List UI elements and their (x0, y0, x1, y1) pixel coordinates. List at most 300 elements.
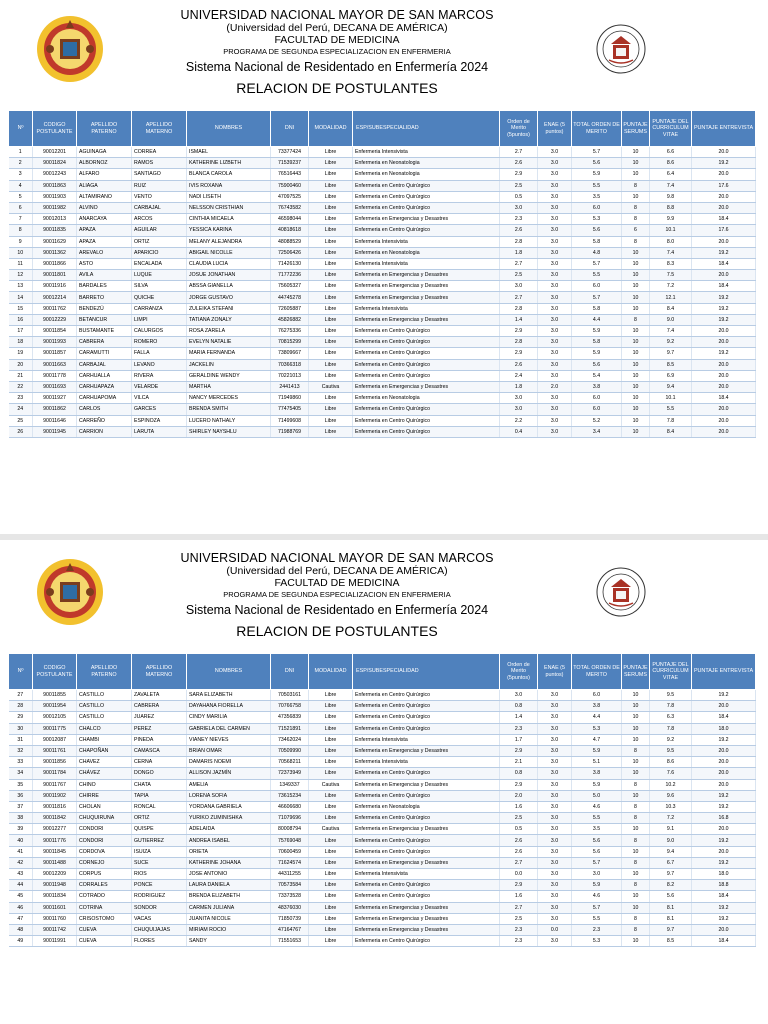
merit-score-cell: 2.5 (500, 913, 538, 924)
applicants-table-2 (8, 653, 756, 947)
merit-score-cell: 2.7 (500, 857, 538, 868)
serums-score-cell: 10 (622, 404, 650, 415)
row-number-cell: 47 (9, 913, 33, 924)
modality-cell: Libre (309, 337, 353, 348)
table-row (9, 314, 756, 325)
specialty-cell: Enfermeria en Centro Quirúrgico (353, 348, 500, 359)
cv-score-cell: 7.5 (650, 270, 692, 281)
dni-cell: 70366318 (271, 359, 309, 370)
merit-score-cell: 3.0 (500, 393, 538, 404)
applicant-code-cell: 90011948 (33, 880, 77, 891)
cv-score-cell: 8.1 (650, 913, 692, 924)
modality-cell: Libre (309, 801, 353, 812)
column-header: PUNTAJE ENTREVISTA (692, 111, 756, 147)
enae-score-cell: 3.0 (538, 270, 572, 281)
university-name: UNIVERSIDAD NACIONAL MAYOR DE SAN MARCOS (180, 551, 494, 565)
enae-score-cell: 3.0 (538, 734, 572, 745)
cv-score-cell: 6.3 (650, 712, 692, 723)
dni-cell: 71988769 (271, 426, 309, 437)
applicants-table-1 (8, 110, 756, 438)
merit-score-cell: 2.6 (500, 225, 538, 236)
row-number-cell: 18 (9, 337, 33, 348)
enae-score-cell: 3.0 (538, 723, 572, 734)
maternal-surname-cell: APARICIO (132, 247, 187, 258)
interview-score-cell: 18.8 (692, 880, 756, 891)
table-row (9, 247, 756, 258)
table-row (9, 258, 756, 269)
specialty-cell: Enfermeria en Emergencias y Desastres (353, 857, 500, 868)
total-merit-cell: 5.9 (572, 880, 622, 891)
paternal-surname-cell: COTRINA (77, 902, 132, 913)
column-header: CODIGO POSTULANTE (33, 654, 77, 690)
table-row (9, 913, 756, 924)
paternal-surname-cell: CHÁVEZ (77, 768, 132, 779)
serums-score-cell: 10 (622, 723, 650, 734)
interview-score-cell: 18.4 (692, 258, 756, 269)
total-merit-cell: 5.7 (572, 292, 622, 303)
paternal-surname-cell: ALFARO (77, 169, 132, 180)
column-header: APELLIDO MATERNO (132, 111, 187, 147)
modality-cell: Libre (309, 857, 353, 868)
row-number-cell: 31 (9, 734, 33, 745)
paternal-surname-cell: CARLOS (77, 404, 132, 415)
modality-cell: Libre (309, 869, 353, 880)
paternal-surname-cell: CHUQUIRUNA (77, 813, 132, 824)
total-merit-cell: 3.4 (572, 426, 622, 437)
merit-score-cell: 1.6 (500, 801, 538, 812)
modality-cell: Libre (309, 880, 353, 891)
applicant-code-cell: 90011824 (33, 158, 77, 169)
enae-score-cell: 3.0 (538, 690, 572, 701)
dni-cell: 72506426 (271, 247, 309, 258)
applicant-code-cell: 90011816 (33, 801, 77, 812)
merit-score-cell: 2.3 (500, 936, 538, 947)
given-names-cell: CARMEN JULIANA (187, 902, 271, 913)
page-divider (0, 534, 768, 540)
applicant-code-cell: 90011646 (33, 415, 77, 426)
modality-cell: Libre (309, 147, 353, 158)
cv-score-cell: 9.9 (650, 214, 692, 225)
total-merit-cell: 5.7 (572, 902, 622, 913)
dni-cell: 70815299 (271, 337, 309, 348)
applicant-code-cell: 90011856 (33, 757, 77, 768)
paternal-surname-cell: CHAVEZ (77, 757, 132, 768)
column-header: APELLIDO MATERNO (132, 654, 187, 690)
paternal-surname-cell: ALTAMIRANO (77, 191, 132, 202)
specialty-cell: Enfermeria en Emergencias y Desastres (353, 902, 500, 913)
row-number-cell: 38 (9, 813, 33, 824)
total-merit-cell: 5.7 (572, 147, 622, 158)
merit-score-cell: 0.5 (500, 824, 538, 835)
merit-score-cell: 2.9 (500, 880, 538, 891)
serums-score-cell: 10 (622, 902, 650, 913)
total-merit-cell: 5.5 (572, 180, 622, 191)
applicant-code-cell: 90011945 (33, 426, 77, 437)
given-names-cell: VIANEY NIEVES (187, 734, 271, 745)
enae-score-cell: 3.0 (538, 158, 572, 169)
row-number-cell: 39 (9, 824, 33, 835)
merit-score-cell: 2.5 (500, 270, 538, 281)
total-merit-cell: 5.6 (572, 158, 622, 169)
applicant-code-cell: 90012105 (33, 712, 77, 723)
interview-score-cell: 20.0 (692, 202, 756, 213)
maternal-surname-cell: ESPINOZA (132, 415, 187, 426)
document-sheet-2 (0, 543, 768, 1024)
total-merit-cell: 5.7 (572, 857, 622, 868)
specialty-cell: Enfermeria en Centro Quirúrgico (353, 835, 500, 846)
specialty-cell: Enfermeria en Centro Quirúrgico (353, 225, 500, 236)
row-number-cell: 15 (9, 303, 33, 314)
given-names-cell: JOSE ANTONIO (187, 869, 271, 880)
merit-score-cell: 2.9 (500, 169, 538, 180)
dni-cell: 71850739 (271, 913, 309, 924)
serums-score-cell: 10 (622, 891, 650, 902)
interview-score-cell: 20.0 (692, 745, 756, 756)
column-header: Orden de Merito (5puntos) (500, 654, 538, 690)
given-names-cell: AMELIA (187, 779, 271, 790)
serums-score-cell: 8 (622, 202, 650, 213)
specialty-cell: Enfermeria en Centro Quirúrgico (353, 337, 500, 348)
cv-score-cell: 8.4 (650, 426, 692, 437)
specialty-cell: Enfermeria en Centro Quirúrgico (353, 415, 500, 426)
specialty-cell: Enfermeria en Emergencias y Desastres (353, 824, 500, 835)
total-merit-cell: 3.8 (572, 701, 622, 712)
modality-cell: Libre (309, 835, 353, 846)
row-number-cell: 41 (9, 846, 33, 857)
applicant-code-cell: 90011982 (33, 202, 77, 213)
serums-score-cell: 10 (622, 768, 650, 779)
applicant-code-cell: 90011993 (33, 337, 77, 348)
given-names-cell: ORIETA (187, 846, 271, 857)
total-merit-cell: 5.9 (572, 745, 622, 756)
maternal-surname-cell: VACAS (132, 913, 187, 924)
serums-score-cell: 10 (622, 270, 650, 281)
sheet-header (0, 543, 768, 653)
paternal-surname-cell: CHAMBI (77, 734, 132, 745)
maternal-surname-cell: SILVA (132, 281, 187, 292)
maternal-surname-cell: LEVANO (132, 359, 187, 370)
university-name: UNIVERSIDAD NACIONAL MAYOR DE SAN MARCOS (180, 8, 494, 22)
enae-score-cell: 3.0 (538, 202, 572, 213)
enae-score-cell: 3.0 (538, 393, 572, 404)
table-row (9, 936, 756, 947)
serums-score-cell: 6 (622, 225, 650, 236)
row-number-cell: 2 (9, 158, 33, 169)
dni-cell: 2441413 (271, 381, 309, 392)
table-row (9, 180, 756, 191)
merit-score-cell: 2.9 (500, 745, 538, 756)
maternal-surname-cell: CHATA (132, 779, 187, 790)
paternal-surname-cell: CARHUAPAZA (77, 381, 132, 392)
given-names-cell: LORENA SOFIA (187, 790, 271, 801)
dni-cell: 46606680 (271, 801, 309, 812)
table-row (9, 393, 756, 404)
table-row (9, 824, 756, 835)
applicant-code-cell: 90011862 (33, 404, 77, 415)
applicant-code-cell: 90011629 (33, 236, 77, 247)
interview-score-cell: 19.2 (692, 247, 756, 258)
interview-score-cell: 18.4 (692, 936, 756, 947)
merit-score-cell: 2.6 (500, 846, 538, 857)
merit-score-cell: 2.6 (500, 835, 538, 846)
specialty-cell: Enfermeria Intensivista (353, 757, 500, 768)
row-number-cell: 4 (9, 180, 33, 191)
maternal-surname-cell: CALURGOS (132, 326, 187, 337)
interview-score-cell: 20.0 (692, 191, 756, 202)
maternal-surname-cell: RIOS (132, 869, 187, 880)
cv-score-cell: 7.2 (650, 281, 692, 292)
modality-cell: Libre (309, 158, 353, 169)
interview-score-cell: 19.2 (692, 348, 756, 359)
dni-cell: 76743582 (271, 202, 309, 213)
enae-score-cell: 3.0 (538, 824, 572, 835)
merit-score-cell: 1.4 (500, 712, 538, 723)
specialty-cell: Enfermeria en Emergencias y Desastres (353, 745, 500, 756)
row-number-cell: 23 (9, 393, 33, 404)
cv-score-cell: 8.0 (650, 236, 692, 247)
table-body (9, 147, 756, 438)
specialty-cell: Enfermeria en Emergencias y Desastres (353, 924, 500, 935)
faculty-seal-logo (596, 567, 646, 617)
interview-score-cell: 20.0 (692, 824, 756, 835)
interview-score-cell: 20.0 (692, 415, 756, 426)
column-header: APELLIDO PATERNO (77, 111, 132, 147)
enae-score-cell: 3.0 (538, 314, 572, 325)
row-number-cell: 17 (9, 326, 33, 337)
paternal-surname-cell: BUSTAMANTE (77, 326, 132, 337)
maternal-surname-cell: LIMPI (132, 314, 187, 325)
table-row (9, 757, 756, 768)
interview-score-cell: 19.2 (692, 314, 756, 325)
column-header: DNI (271, 111, 309, 147)
maternal-surname-cell: VELARDE (132, 381, 187, 392)
specialty-cell: Enfermeria en Centro Quirúrgico (353, 202, 500, 213)
given-names-cell: IVIS ROXANA (187, 180, 271, 191)
serums-score-cell: 8 (622, 214, 650, 225)
enae-score-cell: 0.0 (538, 924, 572, 935)
merit-score-cell: 2.7 (500, 258, 538, 269)
specialty-cell: Enfermeria en Neonatologia (353, 158, 500, 169)
serums-score-cell: 10 (622, 337, 650, 348)
dni-cell: 80008794 (271, 824, 309, 835)
enae-score-cell: 3.0 (538, 214, 572, 225)
enae-score-cell: 3.0 (538, 745, 572, 756)
enae-score-cell: 3.0 (538, 337, 572, 348)
cv-score-cell: 9.1 (650, 824, 692, 835)
row-number-cell: 22 (9, 381, 33, 392)
paternal-surname-cell: AGUINAGA (77, 147, 132, 158)
paternal-surname-cell: CASTILLO (77, 712, 132, 723)
interview-score-cell: 20.0 (692, 147, 756, 158)
maternal-surname-cell: GUTIERREZ (132, 835, 187, 846)
total-merit-cell: 6.0 (572, 690, 622, 701)
given-names-cell: JORGE GUSTAVO (187, 292, 271, 303)
specialty-cell: Enfermeria en Emergencias y Desastres (353, 314, 500, 325)
paternal-surname-cell: CORRALES (77, 880, 132, 891)
enae-score-cell: 3.0 (538, 880, 572, 891)
paternal-surname-cell: CORDOVA (77, 846, 132, 857)
table-row (9, 326, 756, 337)
paternal-surname-cell: COTRADO (77, 891, 132, 902)
dni-cell: 73373528 (271, 891, 309, 902)
row-number-cell: 8 (9, 225, 33, 236)
interview-score-cell: 19.2 (692, 690, 756, 701)
serums-score-cell: 10 (622, 790, 650, 801)
given-names-cell: JOSUE JONATHAN (187, 270, 271, 281)
total-merit-cell: 5.9 (572, 779, 622, 790)
paternal-surname-cell: ALIAGA (77, 180, 132, 191)
row-number-cell: 44 (9, 880, 33, 891)
total-merit-cell: 5.3 (572, 723, 622, 734)
table-row (9, 236, 756, 247)
row-number-cell: 32 (9, 745, 33, 756)
serums-score-cell: 8 (622, 180, 650, 191)
applicant-code-cell: 90011775 (33, 723, 77, 734)
specialty-cell: Enfermeria Intensivista (353, 869, 500, 880)
merit-score-cell: 1.6 (500, 891, 538, 902)
serums-score-cell: 10 (622, 326, 650, 337)
row-number-cell: 10 (9, 247, 33, 258)
enae-score-cell: 3.0 (538, 801, 572, 812)
serums-score-cell: 10 (622, 712, 650, 723)
total-merit-cell: 5.8 (572, 337, 622, 348)
given-names-cell: MARTHA (187, 381, 271, 392)
serums-score-cell: 8 (622, 913, 650, 924)
table-row (9, 169, 756, 180)
total-merit-cell: 5.0 (572, 790, 622, 801)
row-number-cell: 36 (9, 790, 33, 801)
maternal-surname-cell: RONCAL (132, 801, 187, 812)
merit-score-cell: 2.9 (500, 779, 538, 790)
paternal-surname-cell: APAZA (77, 225, 132, 236)
given-names-cell: SHIRLEY NAYSHLU (187, 426, 271, 437)
paternal-surname-cell: CONDORI (77, 824, 132, 835)
table-row (9, 779, 756, 790)
total-merit-cell: 5.7 (572, 258, 622, 269)
enae-score-cell: 3.0 (538, 303, 572, 314)
enae-score-cell: 3.0 (538, 768, 572, 779)
merit-score-cell: 0.5 (500, 191, 538, 202)
paternal-surname-cell: CASTILLO (77, 701, 132, 712)
cv-score-cell: 9.0 (650, 314, 692, 325)
cv-score-cell: 8.6 (650, 757, 692, 768)
modality-cell: Libre (309, 314, 353, 325)
enae-score-cell: 3.0 (538, 281, 572, 292)
enae-score-cell: 3.0 (538, 359, 572, 370)
column-header: APELLIDO PATERNO (77, 654, 132, 690)
given-names-cell: LAURA DANIELA (187, 880, 271, 891)
interview-score-cell: 19.2 (692, 835, 756, 846)
paternal-surname-cell: CRISOSTOMO (77, 913, 132, 924)
cv-score-cell: 9.0 (650, 835, 692, 846)
paternal-surname-cell: CARREÑO (77, 415, 132, 426)
modality-cell: Libre (309, 180, 353, 191)
interview-score-cell: 18.4 (692, 891, 756, 902)
applicant-code-cell: 90011991 (33, 936, 77, 947)
maternal-surname-cell: ARCOS (132, 214, 187, 225)
cv-score-cell: 7.6 (650, 768, 692, 779)
maternal-surname-cell: PEREZ (132, 723, 187, 734)
specialty-cell: Enfermeria en Emergencias y Desastres (353, 381, 500, 392)
program-name: PROGRAMA DE SEGUNDA ESPECIALIZACION EN ENFERMERIA (223, 47, 451, 56)
serums-score-cell: 8 (622, 880, 650, 891)
row-number-cell: 16 (9, 314, 33, 325)
paternal-surname-cell: BARDALES (77, 281, 132, 292)
interview-score-cell: 19.2 (692, 158, 756, 169)
total-merit-cell: 3.5 (572, 191, 622, 202)
specialty-cell: Enfermeria Intensivista (353, 303, 500, 314)
specialty-cell: Enfermeria en Centro Quirúrgico (353, 723, 500, 734)
interview-score-cell: 20.0 (692, 270, 756, 281)
list-title: RELACION DE POSTULANTES (236, 80, 438, 96)
cv-score-cell: 9.2 (650, 734, 692, 745)
enae-score-cell: 3.0 (538, 712, 572, 723)
interview-score-cell: 17.6 (692, 225, 756, 236)
total-merit-cell: 5.4 (572, 370, 622, 381)
paternal-surname-cell: APAZA (77, 236, 132, 247)
table-row (9, 745, 756, 756)
serums-score-cell: 10 (622, 381, 650, 392)
applicant-code-cell: 90011663 (33, 359, 77, 370)
given-names-cell: KATHERINE LIZBETH (187, 158, 271, 169)
merit-score-cell: 2.5 (500, 813, 538, 824)
paternal-surname-cell: BENDEZÚ (77, 303, 132, 314)
cv-score-cell: 8.5 (650, 359, 692, 370)
serums-score-cell: 10 (622, 348, 650, 359)
table-row (9, 281, 756, 292)
column-header: Nº (9, 111, 33, 147)
applicant-code-cell: 90011801 (33, 270, 77, 281)
modality-cell: Libre (309, 426, 353, 437)
modality-cell: Libre (309, 913, 353, 924)
modality-cell: Libre (309, 348, 353, 359)
university-subtitle: (Universidad del Perú, DECANA DE AMÉRICA) (226, 565, 448, 577)
dni-cell: 70221013 (271, 370, 309, 381)
interview-score-cell: 19.2 (692, 790, 756, 801)
modality-cell: Libre (309, 169, 353, 180)
enae-score-cell: 3.0 (538, 326, 572, 337)
cv-score-cell: 8.8 (650, 202, 692, 213)
cv-score-cell: 7.4 (650, 180, 692, 191)
row-number-cell: 30 (9, 723, 33, 734)
paternal-surname-cell: CARAMUTTI (77, 348, 132, 359)
maternal-surname-cell: ROMERO (132, 337, 187, 348)
serums-score-cell: 8 (622, 779, 650, 790)
row-number-cell: 34 (9, 768, 33, 779)
total-merit-cell: 4.4 (572, 314, 622, 325)
column-header: PUNTAJE DEL CURRICULUM VITAE (650, 111, 692, 147)
paternal-surname-cell: BARRETO (77, 292, 132, 303)
paternal-surname-cell: ALBORNOZ (77, 158, 132, 169)
modality-cell: Cautiva (309, 779, 353, 790)
cv-score-cell: 10.2 (650, 779, 692, 790)
merit-score-cell: 2.3 (500, 723, 538, 734)
serums-score-cell: 10 (622, 147, 650, 158)
cv-score-cell: 9.6 (650, 790, 692, 801)
modality-cell: Libre (309, 846, 353, 857)
maternal-surname-cell: ENCALADA (132, 258, 187, 269)
enae-score-cell: 3.0 (538, 147, 572, 158)
paternal-surname-cell: AVILA (77, 270, 132, 281)
given-names-cell: YORDANA GABRIELA (187, 801, 271, 812)
modality-cell: Libre (309, 281, 353, 292)
table-row (9, 768, 756, 779)
given-names-cell: NANCY MERCEDES (187, 393, 271, 404)
faculty-name: FACULTAD DE MEDICINA (274, 34, 400, 46)
maternal-surname-cell: AGUILAR (132, 225, 187, 236)
column-header: PUNTAJE ENTREVISTA (692, 654, 756, 690)
cv-score-cell: 9.5 (650, 690, 692, 701)
